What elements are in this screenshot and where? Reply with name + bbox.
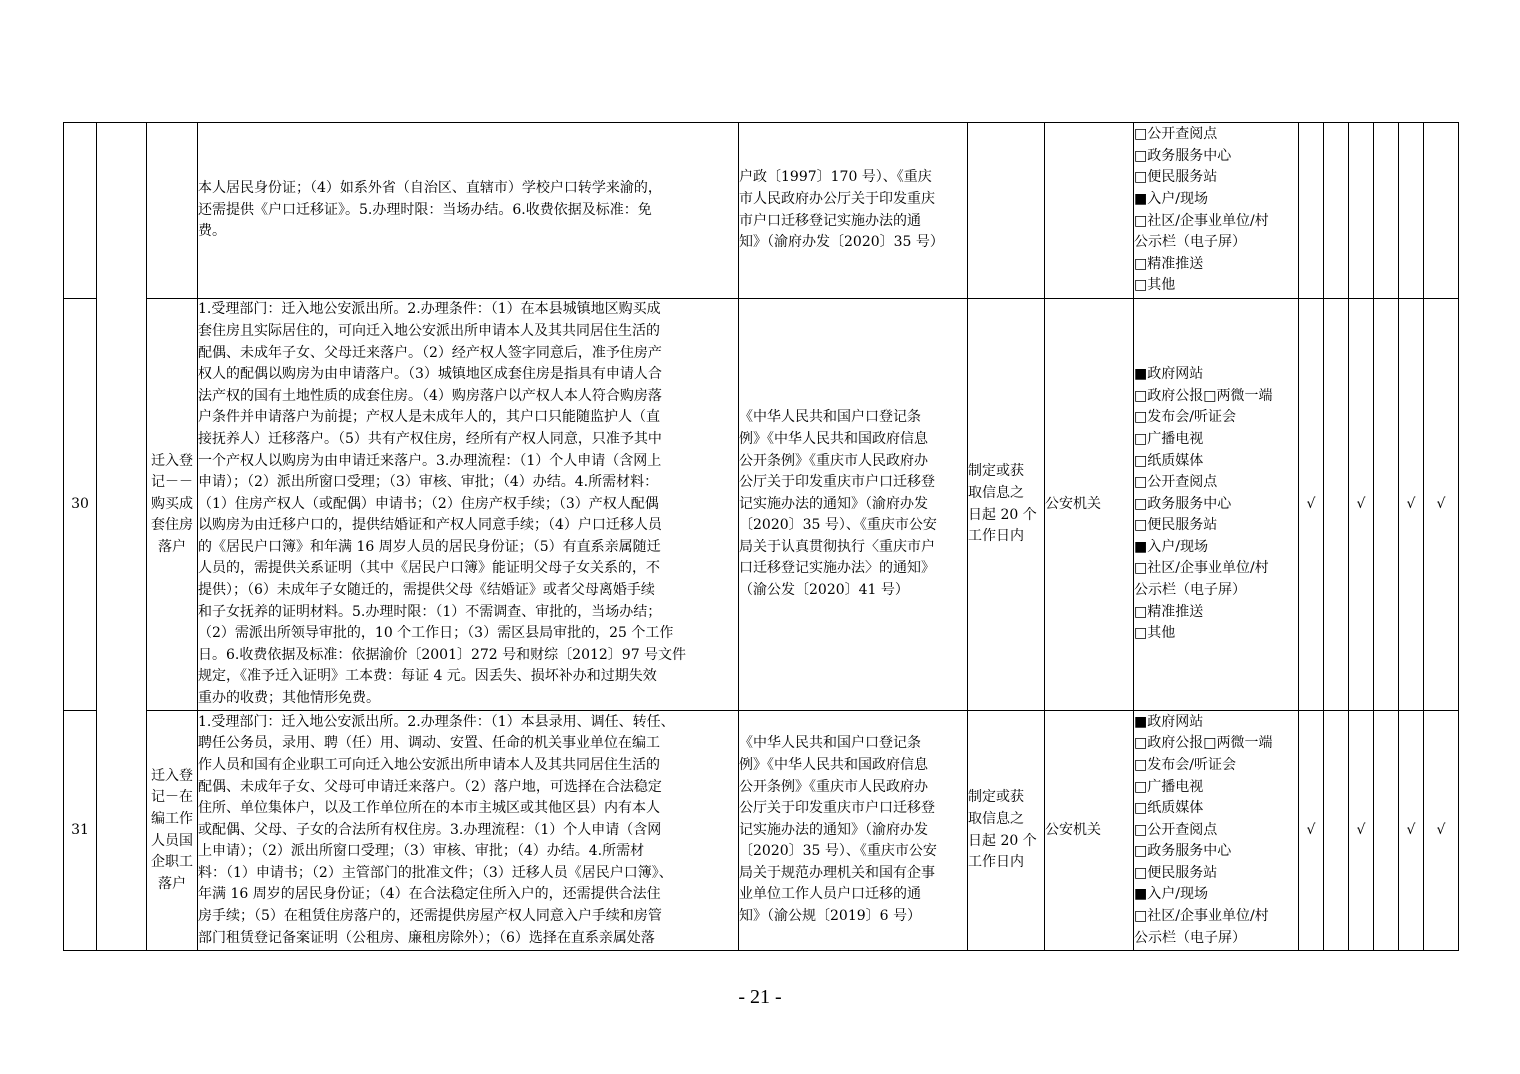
page-number: - 21 - (738, 986, 782, 1008)
check-mark (1424, 123, 1459, 299)
check-mark (1374, 123, 1399, 299)
item-content: 本人居民身份证；（4）如系外省（自治区、直辖市）学校户口转学来渝的， 还需提供《户口迁移证》。5.办理时限：当场办结。6.收费依据及标准：免 费。 (198, 123, 739, 299)
legal-basis: 《中华人民共和国户口登记条 例》《中华人民共和国政府信息 公开条例》《重庆市人民政府办 公厅关于印发重庆市户口迁移登 记实施办法的通知》（渝府办发 〔2020〕35 号）、《重庆市公安 局关于认真贯彻执行〈重庆市户 口迁移登记实施办法〉的通知》 （渝公发〔2020〕41 号） (739, 299, 968, 711)
disclosure-channels: ■政府网站 □政府公报□两微一端 □发布会/听证会 □广播电视 □纸质媒体 □公开查阅点 □政务服务中心 □便民服务站 ■入户/现场 □社区/企事业单位/村 公示栏（电子屏） (1134, 711, 1299, 951)
row-number (64, 123, 97, 299)
item-content: 1.受理部门：迁入地公安派出所。2.办理条件：（1）在本县城镇地区购买成 套住房且实际居住的，可向迁入地公安派出所申请本人及其共同居住生活的 配偶、未成年子女、父母迁来落户。（2）经产权人签字同意后，准予住房产 权人的配偶以购房为由申请落户。（3）城镇地区成套住房是指具有申请人合 法产权的国有土地性质的成套住房。（4）购房落户以产权人本人符合购房落 户条件并申请落户为前提；产权人是未成年人的，其户口只能随监护人（直 接抚养人）迁移落户。（5）共有产权住房，经所有产权人同意，只准予其中 一个产权人以购房为由申请迁来落户。3.办理流程：（1）个人申请（含网上 申请）；（2）派出所窗口受理；（3）审核、审批；（4）办结。4.所需材料： （1）住房产权人（或配偶）申请书；（2）住房产权手续；（3）产权人配偶 以购房为由迁移户口的，提供结婚证和产权人同意手续；（4）户口迁移人员 的《居民户口簿》和年满 16 周岁人员的居民身份证；（5）有直系亲属随迁 人员的，需提供关系证明（其中《居民户口簿》能证明父母子女关系的，不 提供）；（6）未成年子女随迁的，需提供父母《结婚证》或者父母离婚手续 和子女抚养的证明材料。5.办理时限：（1）不需调查、审批的，当场办结； （2）需派出所领导审批的，10 个工作日；（3）需区县局审批的，25 个工作 日。6.收费依据及标准：依据渝价〔2001〕272 号和财综〔2012〕97 号文件 规定，《准予迁入证明》工本费：每证 4 元。因丢失、损坏补办和过期失效 重办的收费；其他情形免费。 (198, 299, 739, 711)
item-name: 迁入登 记－－ 购买成 套住房 落户 (147, 299, 198, 711)
disclosure-time (968, 123, 1045, 299)
check-mark: √ (1349, 299, 1374, 711)
check-mark (1374, 299, 1399, 711)
check-mark: √ (1399, 711, 1424, 951)
table-row (64, 123, 1459, 299)
disclosure-subject: 公安机关 (1045, 299, 1134, 711)
legal-basis: 户政〔1997〕170 号）、《重庆 市人民政府办公厅关于印发重庆 市户口迁移登记实施办法的通 知》（渝府办发〔2020〕35 号） (739, 123, 968, 299)
disclosure-channels: □公开查阅点 □政务服务中心 □便民服务站 ■入户/现场 □社区/企事业单位/村 公示栏（电子屏） □精准推送 □其他 (1134, 123, 1299, 299)
check-mark: √ (1424, 711, 1459, 951)
check-mark (1349, 123, 1374, 299)
disclosure-subject: 公安机关 (1045, 711, 1134, 951)
category-cell (97, 123, 147, 951)
disclosure-table (63, 122, 1459, 951)
check-mark (1299, 123, 1324, 299)
table-row (64, 299, 1459, 711)
disclosure-subject (1045, 123, 1134, 299)
check-mark: √ (1299, 711, 1324, 951)
disclosure-time: 制定或获 取信息之 日起 20 个 工作日内 (968, 711, 1045, 951)
item-name: 迁入登 记－在 编工作 人员国 企职工 落户 (147, 711, 198, 951)
check-mark (1324, 711, 1349, 951)
item-content: 1.受理部门：迁入地公安派出所。2.办理条件：（1）本县录用、调任、转任、 聘任公务员，录用、聘（任）用、调动、安置、任命的机关事业单位在编工 作人员和国有企业职工可向迁入地公安派出所申请本人及其共同居住生活的 配偶、未成年子女、父母可申请迁来落户。（2）落户地，可选择在合法稳定 住所、单位集体户，以及工作单位所在的本市主城区或其他区县）内有本人 或配偶、父母、子女的合法所有权住房。3.办理流程：（1）个人申请（含网 上申请）；（2）派出所窗口受理；（3）审核、审批；（4）办结。4.所需材 料：（1）申请书；（2）主管部门的批准文件；（3）迁移人员《居民户口簿》、 年满 16 周岁的居民身份证；（4）在合法稳定住所入户的，还需提供合法住 房手续；（5）在租赁住房落户的，还需提供房屋产权人同意入户手续和房管 部门租赁登记备案证明（公租房、廉租房除外）；（6）选择在直系亲属处落 (198, 711, 739, 951)
legal-basis: 《中华人民共和国户口登记条 例》《中华人民共和国政府信息 公开条例》《重庆市人民政府办 公厅关于印发重庆市户口迁移登 记实施办法的通知》（渝府办发 〔2020〕35 号）、《重庆市公安 局关于规范办理机关和国有企事 业单位工作人员户口迁移的通 知》（渝公规〔2019〕6 号） (739, 711, 968, 951)
table-row (64, 711, 1459, 951)
disclosure-channels: ■政府网站 □政府公报□两微一端 □发布会/听证会 □广播电视 □纸质媒体 □公开查阅点 □政务服务中心 □便民服务站 ■入户/现场 □社区/企事业单位/村 公示栏（电子屏） □精准推送 □其他 (1134, 299, 1299, 711)
row-number: 30 (64, 299, 97, 711)
check-mark: √ (1424, 299, 1459, 711)
check-mark: √ (1349, 711, 1374, 951)
check-mark (1324, 299, 1349, 711)
item-name (147, 123, 198, 299)
row-number: 31 (64, 711, 97, 951)
check-mark (1374, 711, 1399, 951)
check-mark (1399, 123, 1424, 299)
check-mark: √ (1299, 299, 1324, 711)
check-mark (1324, 123, 1349, 299)
check-mark: √ (1399, 299, 1424, 711)
disclosure-time: 制定或获 取信息之 日起 20 个 工作日内 (968, 299, 1045, 711)
